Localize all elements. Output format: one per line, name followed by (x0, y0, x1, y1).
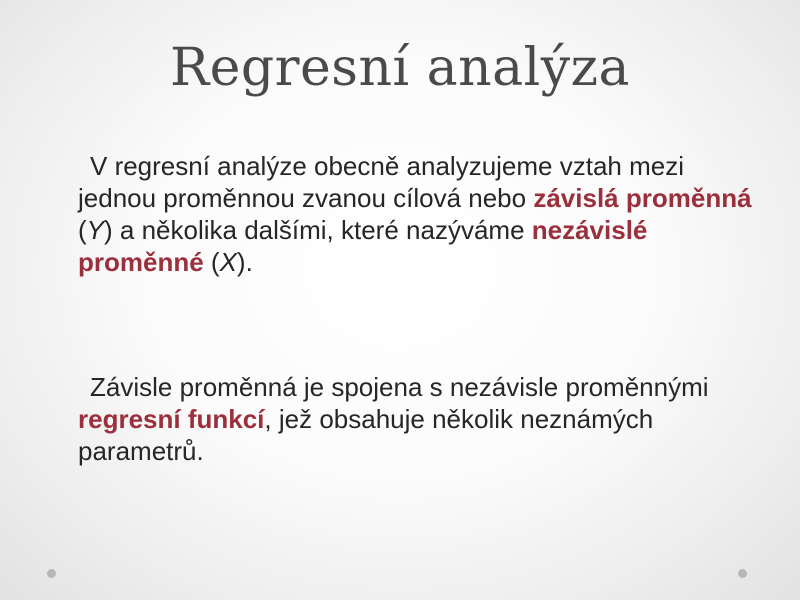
paragraph1-text-5: ). (236, 247, 253, 277)
term-regression-function: regresní funkcí (78, 404, 265, 434)
paragraph-regression-function (78, 371, 758, 467)
corner-dot-right (738, 569, 747, 578)
paragraph-regression-definition (78, 150, 758, 278)
paragraph2-text-2: , jež obsahuje několik neznámých parametrů. (78, 404, 654, 466)
paragraph1-text-1: V regresní analýze obecně analyzujeme vztah mezi jednou proměnnou zvanou cílová nebo (78, 151, 684, 213)
corner-dot-left (47, 569, 56, 578)
paragraph1-text-3: ) a několika dalšími, které nazýváme (104, 215, 532, 245)
term-independent-variables: nezávislé proměnné (78, 215, 648, 277)
slide-title: Regresní analýza (169, 38, 631, 98)
variable-y: Y (86, 215, 105, 245)
paragraph2-text-1: Závisle proměnná je spojena s nezávisle proměnnými (90, 372, 709, 402)
variable-x: X (219, 247, 237, 277)
paragraph1-text-2: ( (78, 215, 87, 245)
paragraph1-text-4: ( (203, 247, 220, 277)
term-dependent-variable: závislá proměnná (533, 183, 752, 213)
